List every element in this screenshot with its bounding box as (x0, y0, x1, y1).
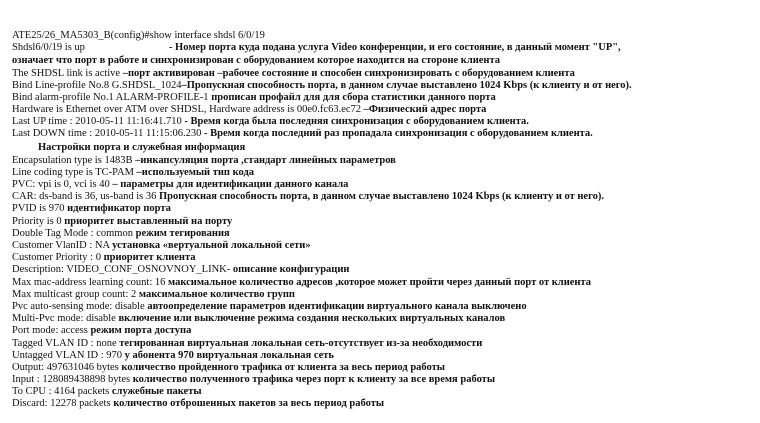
doc-line: Customer VlanID : NA установка «вертуальной локальной сети» (12, 240, 311, 251)
doc-line: Output: 497631046 bytes количество пройденного трафика от клиента за весь период работы (12, 362, 445, 373)
doc-line: Line coding type is TC-PAM –используемый тип кода (12, 167, 255, 178)
doc-line: Hardware is Ethernet over ATM over SHDSL, Hardware address is 00e0.fc63.ec72 –Физический адрес порта (12, 104, 487, 115)
doc-line: Input : 128089438898 bytes количество полученного трафика через порт к клиенту за все время работы (12, 374, 496, 385)
doc-line: The SHDSL link is active –порт активирован –рабочее состояние и способен синхронизировать с оборудованием клиента (12, 68, 575, 79)
doc-line: Max mac-address learning count: 16 максимальное количество адресов ,которое может пройти через данный порт от клиента (12, 277, 591, 288)
doc-line: Pvc auto-sensing mode: disable автоопределение параметров идентификации виртуального канала выключено (12, 301, 527, 312)
doc-line: Discard: 12278 packets количество отброшенных пакетов за весь период работы (12, 398, 385, 409)
doc-line: CAR: ds-band is 36, us-band is 36 Пропускная способность порта, в данном случае выставлено 1024 Kbps (к клиенту и от него). (12, 191, 604, 202)
doc-line: Bind alarm-profile No.1 ALARM-PROFILE-1 прописан профайл для для сбора статистики данного порта (12, 92, 496, 103)
doc-line: Description: VIDEO_CONF_OSNOVNOY_LINK- описание конфигурации (12, 264, 350, 275)
doc-line: Tagged VLAN ID : none тегированная виртуальная локальная сеть-отсутствует из-за необходимости (12, 338, 483, 349)
doc-line: Shdsl6/0/19 is up - Номер порта куда подана услуга Video конференции, и его состояние, в данный момент "UP", (12, 42, 621, 53)
doc-line: Double Tag Mode : common режим тегирования (12, 228, 230, 239)
doc-line: Max multicast group count: 2 максимальное количество групп (12, 289, 295, 300)
doc-line: Priority is 0 приоритет выставленный на порту (12, 216, 233, 227)
doc-line: Last UP time : 2010-05-11 11:16:41.710 - Время когда была последняя синхронизация с оборудованием клиента. (12, 116, 529, 127)
cli-command-line: ATE25/26_MA5303_B(config)#show interface shdsl 6/0/19 (12, 30, 265, 41)
section-heading: Настройки порта и служебная информация (38, 142, 246, 153)
doc-line: Multi-Pvc mode: disable включение или выключение режима создания нескольких виртуальных каналов (12, 313, 506, 324)
doc-line: PVC: vpi is 0, vci is 40 – параметры для идентификации данного канала (12, 179, 349, 190)
doc-line: Bind Line-profile No.8 G.SHDSL_1024–Пропускная способность порта, в данном случае выставлено 1024 Kbps (к клиенту и от него). (12, 80, 632, 91)
doc-line: To CPU : 4164 packets служебные пакеты (12, 386, 202, 397)
doc-line: Encapsulation type is 1483B –инкапсуляция порта ,стандарт линейных параметров (12, 155, 396, 166)
doc-line: Untagged VLAN ID : 970 у абонента 970 виртуальная локальная сеть (12, 350, 334, 361)
doc-line: Port mode: access режим порта доступа (12, 325, 192, 336)
doc-line: означает что порт в работе и синхронизирован с оборудованием которое находится на стороне клиента (12, 55, 501, 66)
doc-line: Last DOWN time : 2010-05-11 11:15:06.230 - Время когда последний раз пропадала синхронизация с оборудованием клиента. (12, 128, 593, 139)
doc-line: Customer Priority : 0 приоритет клиента (12, 252, 196, 263)
doc-line: PVID is 970 идентификатор порта (12, 203, 171, 214)
